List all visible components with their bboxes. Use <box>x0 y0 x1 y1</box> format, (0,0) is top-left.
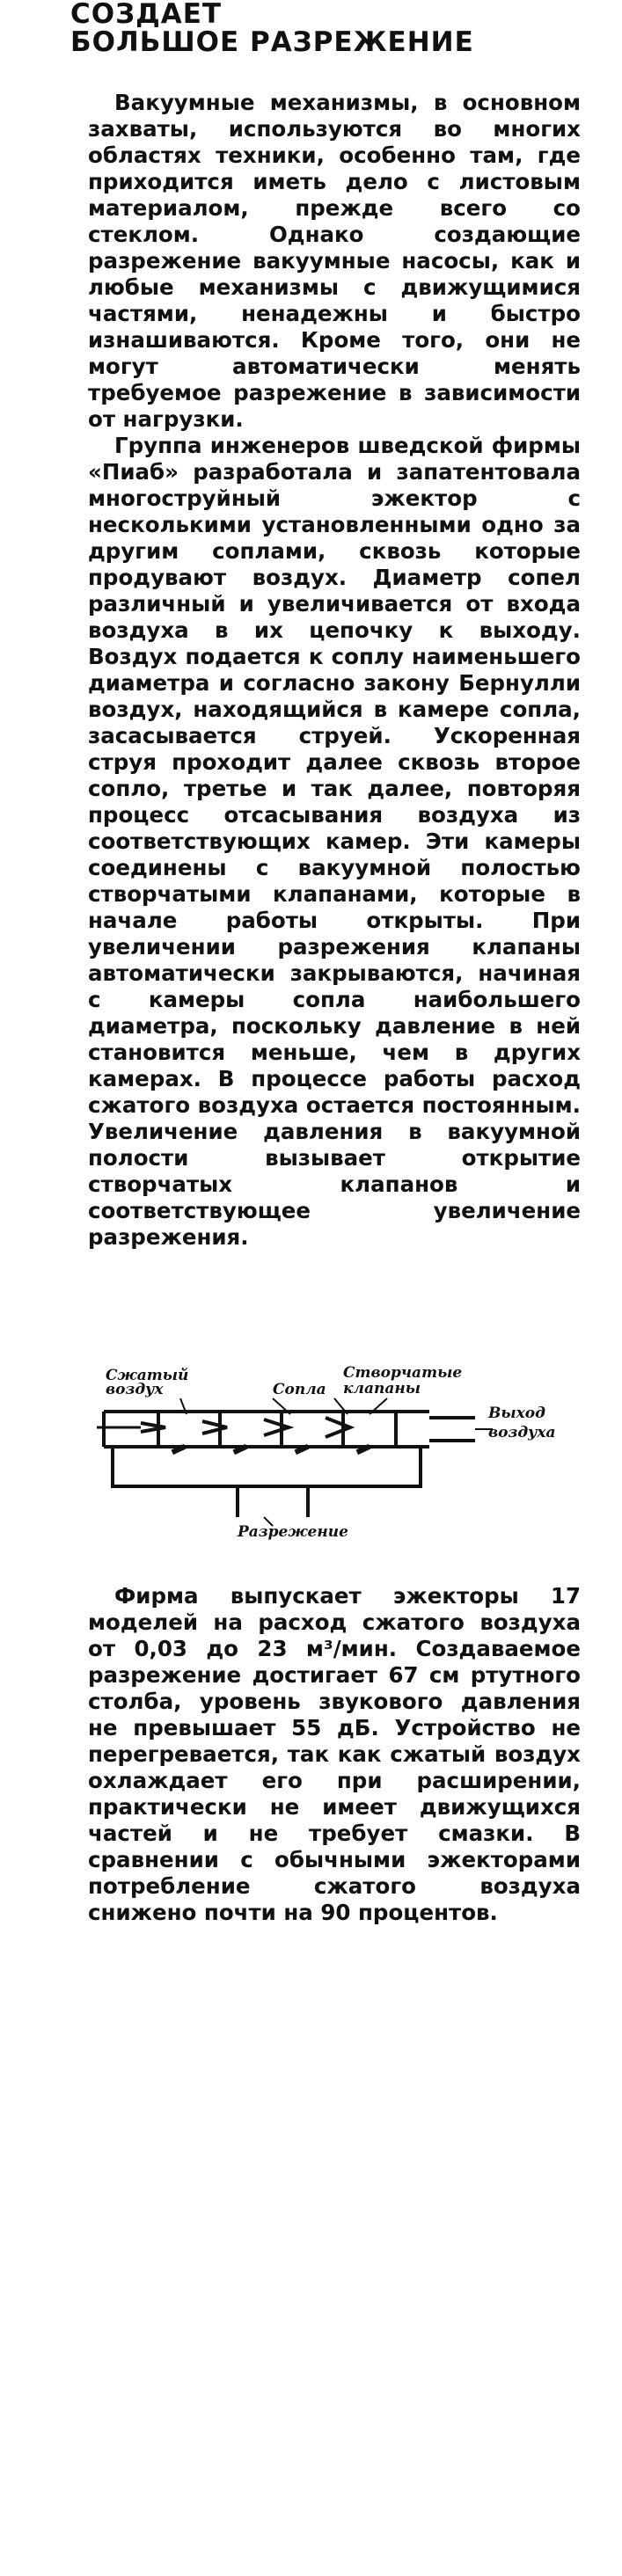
heading-line-1: СОЗДАЕТ <box>70 0 223 30</box>
paragraph-intro: Вакуумные механизмы, в основном захваты, используются во многих областях техники, особенно там, где приходится иметь дело с листовым материалом, прежде всего со стеклом. Однако создающие разрежение вакуумные насосы, как и любые механизмы с движущимися частями, ненадежны и быстро изнашиваются. Кроме того, они не могут автоматически менять требуемое разрежение в зависимости от нагрузки. <box>88 90 581 432</box>
label-valves: Створчатые клапаны <box>343 1364 463 1397</box>
label-vacuum: Разрежение <box>238 1523 348 1541</box>
label-compressed-air: Сжатый воздух <box>106 1367 189 1398</box>
article-body-bottom <box>88 1583 581 1926</box>
article-heading <box>70 0 563 56</box>
article-body-top <box>88 90 581 1251</box>
label-nozzles: Сопла <box>273 1381 326 1398</box>
paragraph-specs: Фирма выпускает эжекторы 17 моделей на расход сжатого воздуха от 0,03 до 23 м³/мин. Создаваемое разрежение достигает 67 см ртутного столба, уровень звукового давления не превышает 55 дБ. Устройство не перегревается, так как сжатый воздух охлаждает его при расширении, практически не имеет движущихся частей и не требует смазки. В сравнении с обычными эжекторами потребление сжатого воздуха снижено почти на 90 процентов. <box>88 1583 581 1925</box>
paragraph-ejector: Группа инженеров шведской фирмы «Пиаб» разработала и запатентовала многоструйный эжектор с несколькими установленными одно за другим соплами, сквозь которые продувают воздух. Диаметр сопел различный и увеличивается от входа воздуха в их цепочку к выходу. Воздух подается к соплу наименьшего диаметра и согласно закону Бернулли воздух, находящийся в камере сопла, засасывается струей. Ускоренная струя проходит далее сквозь второе сопло, третье и так далее, повторяя процесс отсасывания воздуха из соответствующих камер. Эти камеры соединены с вакуумной полостью створчатыми клапанами, которые в начале работы открыты. При увеличении разрежения клапаны автоматически закрываются, начиная с камеры сопла наибольшего диаметра, поскольку давление в ней становится меньше, чем в других камерах. В процессе работы расход сжатого воздуха остается постоянным. Увеличение давления в вакуумной полости вызывает открытие створчатых клапанов и соответствующее увеличение разрежения. <box>88 433 581 1250</box>
label-output: Выход воздуха <box>488 1405 556 1441</box>
heading-line-2: БОЛЬШОЕ РАЗРЕЖЕНИЕ <box>70 26 474 58</box>
ejector-diagram <box>88 1363 581 1548</box>
